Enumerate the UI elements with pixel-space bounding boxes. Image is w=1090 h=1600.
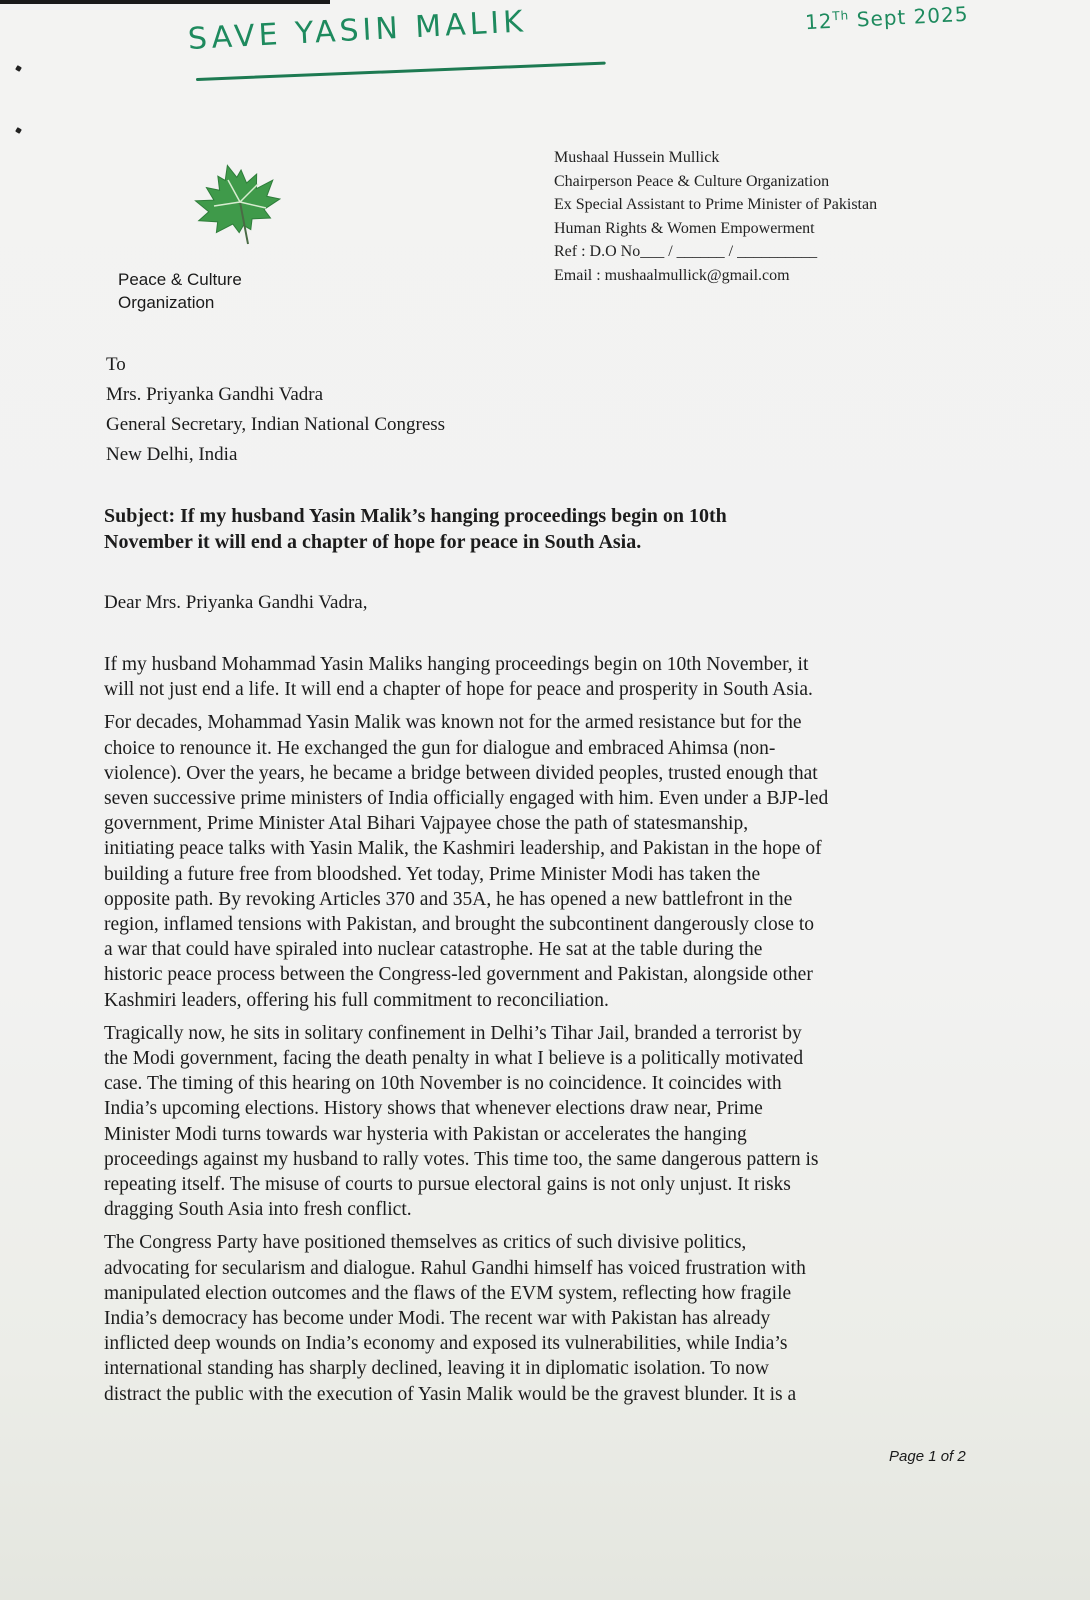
punch-hole-mark (15, 127, 22, 134)
body-line: India’s democracy has become under Modi. The recent war with Pakistan has already (104, 1308, 771, 1330)
recipient-name: Mrs. Priyanka Gandhi Vadra (106, 384, 324, 405)
handwritten-title: SAVE YASIN MALIK (187, 4, 528, 57)
body-line: The Congress Party have positioned themselves as critics of such divisive politics, (104, 1232, 747, 1254)
subject-line (104, 503, 727, 555)
body-line: For decades, Mohammad Yasin Malik was known not for the armed resistance but for the (104, 712, 802, 734)
body-line: inflicted deep wounds on India’s economy and exposed its vulnerabilities, while India’s (104, 1333, 788, 1355)
body-line: Tragically now, he sits in solitary confinement in Delhi’s Tihar Jail, branded a terrorist by (104, 1022, 802, 1044)
body-line: Minister Modi turns towards war hysteria with Pakistan or accelerates the hanging (104, 1123, 747, 1145)
page-number: Page 1 of 2 (889, 1448, 966, 1465)
page-top-edge-shadow (0, 0, 330, 4)
body-line: opposite path. By revoking Articles 370 and 35A, he has opened a new battlefront in the (104, 888, 793, 910)
body-line: distract the public with the execution of Yasin Malik would be the gravest blunder. It is a (104, 1383, 797, 1405)
body-paragraph (104, 1230, 1024, 1406)
reference-number: Ref : D.O No___ / ______ / __________ (554, 243, 818, 260)
sender-name: Mushaal Hussein Mullick (554, 149, 720, 166)
date-suffix: Th (831, 8, 850, 24)
sender-former-role: Ex Special Assistant to Prime Minister of Pakistan (554, 196, 878, 213)
body-line: India’s upcoming elections. History shows that whenever elections draw near, Prime (104, 1098, 763, 1120)
maple-leaf-icon (188, 160, 288, 250)
organization-name (118, 268, 242, 314)
recipient-location: New Delhi, India (106, 444, 238, 465)
body-line: manipulated election outcomes and the flaws of the EVM system, reflecting how fragile (104, 1282, 792, 1304)
handwritten-date (804, 2, 969, 35)
letter-body (104, 652, 1024, 1415)
body-line: government, Prime Minister Atal Bihari Vajpayee chose the path of statesmanship, (104, 813, 749, 835)
body-paragraph (104, 710, 1024, 1012)
body-line: proceedings against my husband to rally votes. This time too, the same dangerous pattern is (104, 1148, 819, 1170)
sender-block (554, 146, 877, 287)
handwritten-underline (196, 62, 606, 81)
body-line: dragging South Asia into fresh conflict. (104, 1199, 412, 1221)
body-line: the Modi government, facing the death penalty in what I believe is a politically motivated (104, 1048, 804, 1070)
body-line: building a future free from bloodshed. Yet today, Prime Minister Modi has taken the (104, 863, 761, 885)
subject-text: Subject: If my husband Yasin Malik’s hanging proceedings begin on 10th (104, 505, 727, 527)
body-line: case. The timing of this hearing on 10th November is no coincidence. It coincides with (104, 1073, 782, 1095)
sender-title: Chairperson Peace & Culture Organization (554, 172, 830, 190)
sender-portfolio: Human Rights & Women Empowerment (554, 219, 815, 237)
org-name-line: Organization (118, 293, 215, 312)
subject-text: November it will end a chapter of hope for peace in South Asia. (104, 531, 642, 553)
body-line: If my husband Mohammad Yasin Maliks hanging proceedings begin on 10th November, it (104, 654, 809, 675)
punch-hole-mark (15, 65, 22, 72)
body-line: historic peace process between the Congress-led government and Pakistan, alongside other (104, 964, 813, 986)
salutation: Dear Mrs. Priyanka Gandhi Vadra, (104, 592, 368, 613)
recipient-title: General Secretary, Indian National Congress (106, 414, 446, 435)
body-paragraph (104, 652, 1024, 702)
body-line: a war that could have spiraled into nuclear catastrophe. He sat at the table during the (104, 939, 763, 961)
body-line: violence). Over the years, he became a bridge between divided peoples, trusted enough that (104, 762, 818, 784)
body-line: Kashmiri leaders, offering his full commitment to reconciliation. (104, 989, 609, 1011)
body-paragraph (104, 1021, 1024, 1223)
body-line: choice to renounce it. He exchanged the gun for dialogue and embraced Ahimsa (non- (104, 737, 776, 759)
body-line: will not just end a life. It will end a chapter of hope for peace and prosperity in South Asia. (104, 679, 813, 701)
date-day: 12 (804, 8, 834, 35)
sender-email: Email : mushaalmullick@gmail.com (554, 266, 790, 284)
body-line: repeating itself. The misuse of courts to pursue electoral gains is not only unjust. It risks (104, 1174, 791, 1196)
body-line: region, inflamed tensions with Pakistan, and brought the subcontinent dangerously close to (104, 914, 814, 936)
body-line: initiating peace talks with Yasin Malik, the Kashmiri leadership, and Pakistan in the hope of (104, 838, 822, 860)
org-name-line: Peace & Culture (118, 270, 242, 289)
body-line: international standing has sharply declined, leaving it in diplomatic isolation. To now (104, 1358, 769, 1380)
recipient-to: To (106, 354, 126, 375)
body-line: seven successive prime ministers of India officially engaged with him. Even under a BJP-led (104, 788, 829, 810)
body-line: advocating for secularism and dialogue. Rahul Gandhi himself has voiced frustration with (104, 1257, 806, 1279)
recipient-block (106, 350, 445, 470)
date-rest: Sept 2025 (856, 1, 970, 32)
